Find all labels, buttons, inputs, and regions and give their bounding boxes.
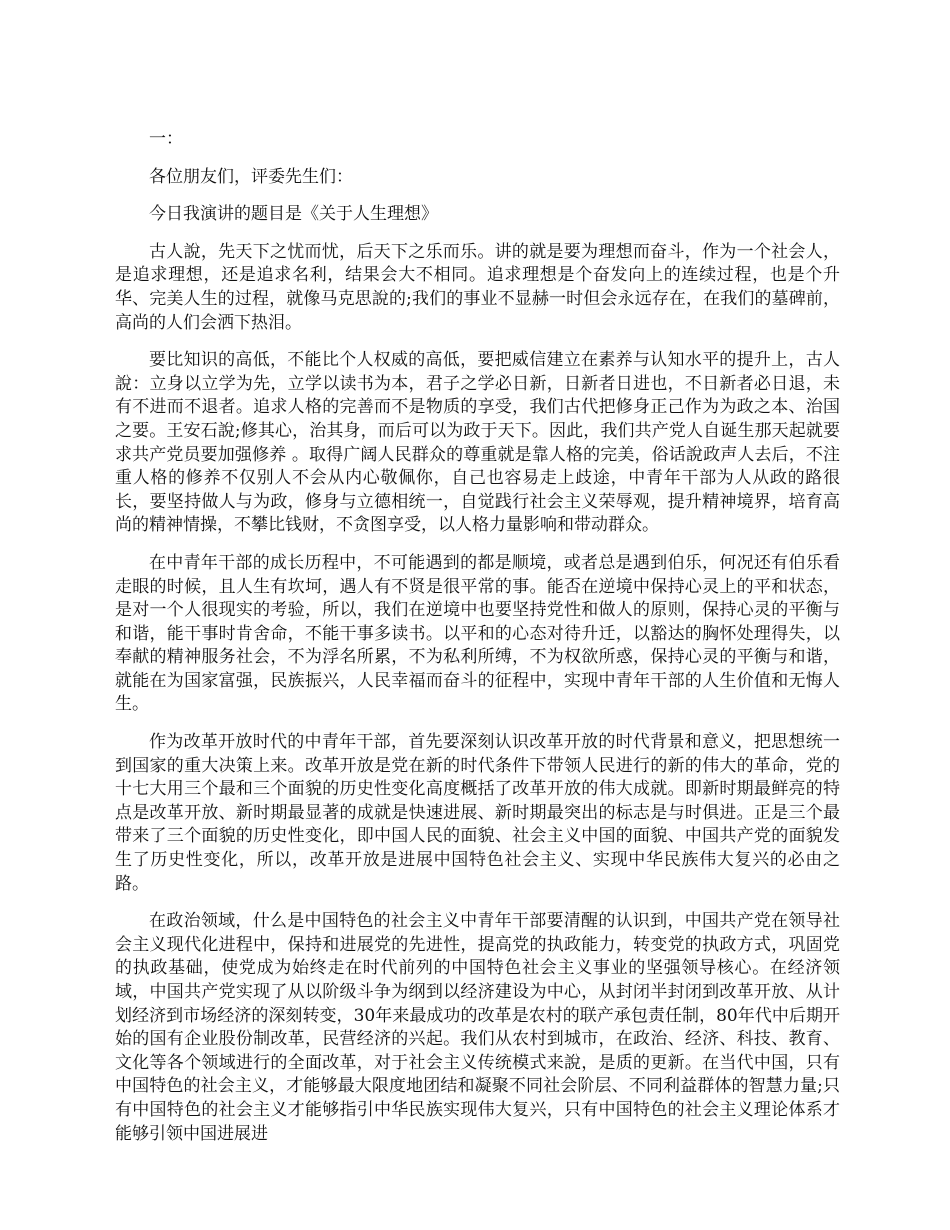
speech-title: 今日我演讲的题目是《关于人生理想》	[149, 204, 438, 225]
body-paragraph-4: 作为改革开放时代的中青年干部，首先要深刻认识改革开放的时代背景和意义，把思想统一到国家的重大决策上来。改革开放是党在新的时代条件下带领人民进行的新的伟大的革命，党的十七大用三个最和三个面貌的历史性变化高度概括了改革开放的伟大成就。即新时期最鲜亮的特点是改革开放、新时期最显著的成就是快速进展、新时期最突出的标志是与时俱进。正是三个最带来了三个面貌的历史性变化，即中国人民的面貌、社会主义中国的面貌、中国共产党的面貌发生了历史性变化，所以，改革开放是进展中国特色社会主义、实现中华民族伟大复兴的必由之路。	[115, 732, 840, 894]
body-paragraph-1: 古人說，先天下之忧而忧，后天下之乐而乐。讲的就是要为理想而奋斗，作为一个社会人，是追求理想，还是追求名利，结果会大不相同。追求理想是个奋发向上的连续过程，也是个升华、完美人生的过程，就像马克思說的;我们的事业不显赫一时但会永远存在，在我们的墓碑前，高尚的人们会洒下热泪。	[115, 241, 840, 333]
body-paragraph-5: 在政治领域，什么是中国特色的社会主义中青年干部要清醒的认识到，中国共产党在领导社会主义现代化进程中，保持和进展党的先进性，提高党的执政能力，转变党的执政方式，巩固党的执政基础，使党成为始终走在时代前列的中国特色社会主义事业的坚强领导核心。在经济领域，中国共产党实现了从以阶级斗争为纲到以经济建设为中心，从封闭半封闭到改革开放、从计划经济到市场经济的深刻转变，30年来最成功的改革是农村的联产承包责任制，80年代中后期开始的国有企业股份制改革，民营经济的兴起。我们从农村到城市，在政治、经济、科技、教育、文化等各个领域进行的全面改革，对于社会主义传统模式来說，是质的更新。在当代中国，只有中国特色的社会主义，才能够最大限度地团结和凝聚不同社会阶层、不同利益群体的智慧力量;只有中国特色的社会主义才能够指引中华民族实现伟大复兴，只有中国特色的社会主义理论体系才能够引领中国进展进	[115, 911, 840, 1144]
body-paragraph-2: 要比知识的高低，不能比个人权威的高低，要把威信建立在素养与认知水平的提升上，古人說：立身以立学为先，立学以读书为本，君子之学必日新，日新者日进也，不日新者必日退，未有不进而不退者。追求人格的完善而不是物质的享受，我们古代把修身正己作为为政之本、治国之要。王安石說;修其心，治其身，而后可以为政于天下。因此，我们共产党人自诞生那天起就要求共产党员要加强修养 。取得广阔人民群众的尊重就是靠人格的完美，俗话說政声人去后，不注重人格的修养不仅别人不会从内心敬佩你，自己也容易走上歧途，中青年干部为人从政的路很长，要坚持做人与为政，修身与立德相统一，自觉践行社会主义荣辱观，提升精神境界，培育高尚的精神情操，不攀比钱财，不贪图享受，以人格力量影响和带动群众。	[115, 350, 840, 536]
document-page	[115, 128, 840, 1160]
salutation: 各位朋友们，评委先生们：	[149, 166, 353, 187]
body-paragraph-3: 在中青年干部的成长历程中，不可能遇到的都是顺境，或者总是遇到伯乐，何况还有伯乐看走眼的时候，且人生有坎坷，遇人有不贤是很平常的事。能否在逆境中保持心灵上的平和状态，是对一个人很现实的考验，所以，我们在逆境中也要坚持党性和做人的原则，保持心灵的平衡与和谐，能干事时肯舍命，不能干事多读书。以平和的心态对待升迁，以豁达的胸怀处理得失，以奉献的精神服务社会，不为浮名所累，不为私利所缚，不为权欲所惑，保持心灵的平衡与和谐，就能在为国家富强，民族振兴，人民幸福而奋斗的征程中，实现中青年干部的人生价值和无悔人生。	[115, 552, 840, 715]
section-marker: 一：	[149, 129, 183, 149]
